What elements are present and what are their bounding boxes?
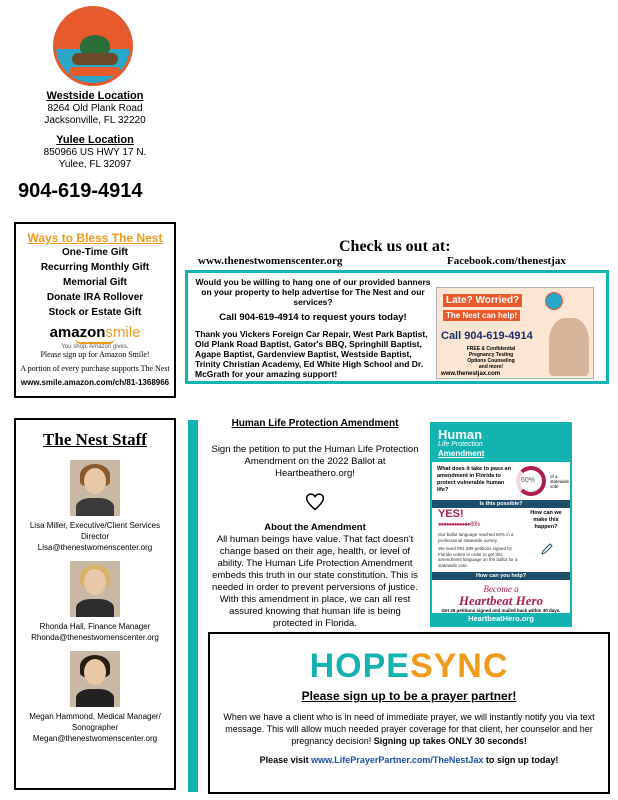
staff-name: Megan Hammond, Medical Manager/ Sonographer xyxy=(29,712,161,732)
ig-get: Get 25 petitions signed and mailed back within 30 days. xyxy=(441,608,561,613)
ad-line: and more! xyxy=(478,364,504,370)
gift-item: Memorial Gift xyxy=(63,277,127,288)
heart-icon xyxy=(305,492,325,512)
westside-address-2: Jacksonville, FL 32220 xyxy=(44,115,146,126)
ig-h1: Human xyxy=(438,427,483,442)
prayer-link-prefix: Please visit xyxy=(259,755,309,765)
ig-petitions-note: We need 891,589 petitions signed by Florida voters in order to get this amendment language on the ballot for a statewide vote. xyxy=(438,546,518,568)
banner-text xyxy=(195,277,431,379)
banner-ad-image xyxy=(436,287,594,379)
gift-item: Recurring Monthly Gift xyxy=(40,262,150,273)
staff-photo xyxy=(70,561,120,617)
facebook-link[interactable]: Facebook.com/thenestjax xyxy=(447,255,566,267)
ig-possible-bar: Is this possible? xyxy=(432,500,570,508)
staff-photo xyxy=(70,460,120,516)
worried-woman-photo xyxy=(549,318,589,376)
hlpa-infographic xyxy=(430,422,572,627)
yulee-title: Yulee Location xyxy=(56,134,134,146)
ig-how: How can we make this happen? xyxy=(530,510,562,530)
hlpa-title: Human Life Protection Amendment xyxy=(231,418,399,429)
hlpa-section xyxy=(210,418,420,630)
westside-address-1: 8264 Old Plank Road xyxy=(47,103,143,114)
ig-yes: YES! xyxy=(438,508,464,520)
staff-name: Lisa Miller, Executive/Client Services Director xyxy=(29,521,161,541)
hopesync-logo xyxy=(210,648,608,684)
amazon-portion: A portion of every purchase supports The Nest xyxy=(20,364,170,373)
yulee-address-1: 850966 US HWY 17 N. xyxy=(43,147,147,158)
heartbeat-hero-link[interactable]: HeartbeatHero.org xyxy=(432,613,570,625)
ad-subtitle: The Nest can help! xyxy=(443,310,520,321)
staff-photo xyxy=(70,651,120,707)
smile-word: smile xyxy=(105,324,141,341)
gift-item: Donate IRA Rollover xyxy=(46,292,144,303)
pen-icon xyxy=(540,542,554,556)
ig-hero: Heartbeat Hero xyxy=(458,593,544,608)
ig-h2: Life Protection xyxy=(438,441,483,448)
hope-word: HOPE xyxy=(309,647,410,685)
nest-logo-small-icon xyxy=(545,292,563,310)
ad-url: www.thenestjax.com xyxy=(441,371,501,377)
ig-percent: 60% xyxy=(521,477,536,484)
amazon-tagline: You shop. Amazon gives. xyxy=(61,344,129,350)
teal-divider xyxy=(188,420,198,792)
about-body: All human beings have value. That fact doesn't change based on their age, health, or level of ability. The Human Life Protection Amendment embeds this truth in our state constitution. This is needed in order to prevent perversions of justice. With this amendment in place, we can all rest assured knowing that human life is being protected in Florida. xyxy=(212,534,418,629)
nest-logo xyxy=(53,6,133,86)
ad-title: Late? Worried? xyxy=(443,294,522,307)
westside-location xyxy=(35,90,155,127)
staff-title: The Nest Staff xyxy=(43,430,147,449)
ig-pct-note: of a statewide vote xyxy=(550,474,570,489)
check-us-out-heading: Check us out at: xyxy=(339,238,451,255)
infographic-header xyxy=(432,424,570,462)
people-icons: ●●●●●●●●●●●● 60% xyxy=(438,522,480,528)
prayer-title: Please sign up to be a prayer partner! xyxy=(301,689,517,703)
ad-line: FREE & Confidential xyxy=(466,346,516,352)
main-phone[interactable]: 904-619-4914 xyxy=(18,180,143,202)
ig-dots-pct: 60% xyxy=(470,522,480,528)
yulee-address-2: Yulee, FL 32097 xyxy=(58,159,132,170)
ig-become: Become a xyxy=(483,584,519,594)
westside-title: Westside Location xyxy=(46,90,144,102)
prayer-partner-box xyxy=(208,632,610,794)
amazon-smile-link[interactable]: www.smile.amazon.com/ch/81-1368966 xyxy=(20,378,170,387)
hlpa-sign: Sign the petition to put the Human Life Protection Amendment on the 2022 Ballot at Heartbeathero.org! xyxy=(211,444,419,479)
staff-email[interactable]: Megan@thenestwomenscenter.org xyxy=(32,734,158,743)
prayer-signup xyxy=(210,755,608,765)
sync-word: SYNC xyxy=(409,647,509,685)
banner-box xyxy=(185,270,609,384)
ad-line: Pregnancy Testing xyxy=(468,352,514,358)
prayer-body-bold: Signing up takes ONLY 30 seconds! xyxy=(373,736,527,746)
prayer-body xyxy=(216,711,602,747)
staff-box xyxy=(14,418,176,790)
prayer-body-text: When we have a client who is in need of immediate prayer, we will instantly notify you via text message. This will allow much needed prayer coverage for that client, her counselor and her pregnancy decision! xyxy=(223,712,595,746)
ad-line: Options Counseling xyxy=(467,358,515,364)
banner-question: Would you be willing to hang one of our provided banners on your property to help advertise for The Nest and our services? xyxy=(195,277,431,307)
gift-item: One-Time Gift xyxy=(62,247,128,258)
banner-thanks: Thank you Vickers Foreign Car Repair, West Park Baptist, Old Plank Road Baptist, Gator's BBQ, Springhill Baptist, Agape Baptist, Gardenview Baptist, Westside Baptist, Trinity Christian Academy, Ed White High School and Dr. McGrath for your amazing support! xyxy=(195,329,428,379)
prayer-partner-link[interactable]: www.LifePrayerPartner.com/TheNestJax xyxy=(311,755,484,765)
staff-name: Rhonda Hall, Finance Manager xyxy=(39,622,151,631)
amazon-word: amazon xyxy=(49,324,106,341)
bless-title: Ways to Bless The Nest xyxy=(27,231,163,245)
staff-email[interactable]: Rhonda@thenestwomenscenter.org xyxy=(31,633,159,642)
logo-ribbon xyxy=(70,67,120,76)
staff-email[interactable]: Lisa@thenestwomenscenter.org xyxy=(37,543,153,552)
ig-ballot-note: Our ballot language reached 60% in a professional statewide survey xyxy=(438,532,514,543)
ig-h3: Amendment xyxy=(438,449,485,458)
ig-help-bar: How can you help? xyxy=(432,572,570,580)
prayer-link-suffix: to sign up today! xyxy=(485,755,559,765)
website-link[interactable]: www.thenestwomenscenter.org xyxy=(198,255,343,267)
ig-question: What does it take to pass an amendment in Florida to protect vulnerable human life? xyxy=(437,466,511,493)
banner-call: Call 904-619-4914 to request yours today! xyxy=(219,312,407,323)
gift-item: Stock or Estate Gift xyxy=(48,307,142,318)
ways-to-bless-box xyxy=(14,222,176,398)
ad-services xyxy=(441,346,541,370)
ad-phone: Call 904-619-4914 xyxy=(441,330,533,342)
about-title: About the Amendment xyxy=(264,522,366,533)
amazon-smile-logo xyxy=(16,324,174,344)
nest-icon xyxy=(72,53,118,65)
amazon-signup: Please sign up for Amazon Smile! xyxy=(40,350,150,359)
yulee-location xyxy=(35,134,155,171)
